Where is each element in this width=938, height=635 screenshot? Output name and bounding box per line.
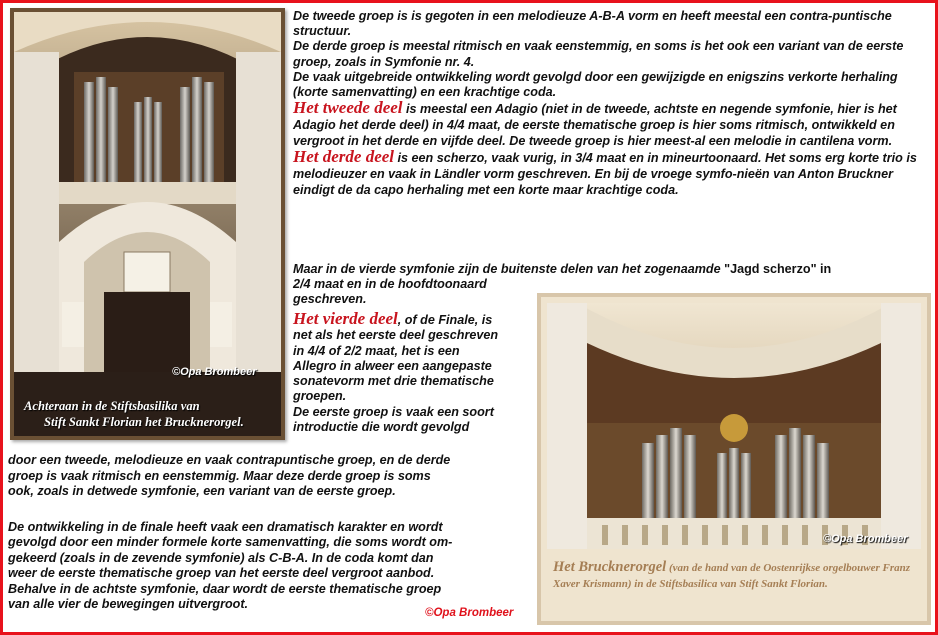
jagd-line-2: 2/4 maat en in de hoofdtoonaard	[293, 277, 487, 292]
final-line-3: gekeerd (zoals in de zevende symfonie) als C-B-A. In de coda komt dan	[8, 550, 434, 565]
heading-tweede-deel: Het tweede deel	[293, 98, 403, 118]
vierde-line-1	[293, 311, 533, 328]
watermark-photo2: ©Opa Brombeer	[823, 533, 908, 545]
text-intro	[293, 9, 933, 198]
caption-photo2-title: Het Brucknerorgel	[553, 559, 667, 575]
vierde-text-1: , of de Finale, is	[397, 313, 493, 327]
caption-photo1	[24, 398, 274, 430]
final-line-1: De ontwikkeling in de finale heeft vaak een dramatisch karakter en wordt	[8, 520, 443, 534]
photo-brucknerorgel	[537, 293, 931, 625]
caption-photo1-line1: Achteraan in de Stiftsbasilika van	[24, 399, 200, 413]
vierde-line-2: net als het eerste deel geschreven	[293, 328, 499, 343]
caption-photo2-text: (van de hand van de Oostenrijkse orgelbouwer Franz Xaver Krismann) in de Stiftsbasilica van Stift Sankt Florian.	[553, 562, 911, 590]
eerste-line-2: introductie die wordt gevolgd	[293, 420, 470, 435]
section-derde-deel	[293, 149, 933, 198]
final-line-2: gevolgd door een minder formele korte samenvatting, die soms wordt om-	[8, 535, 453, 550]
credit-text: ©Opa Brombeer	[425, 607, 514, 619]
text-finale	[8, 520, 533, 612]
vierde-line-3: in 4/4 of 2/2 maat, het is een	[293, 343, 460, 358]
paragraph-derde-groep: De derde groep is meestal ritmisch en vaak eenstemmig, en soms is het ook een variant van de eerste groep, zoals in Symfonie nr. 4.	[293, 39, 904, 69]
final-line-4: weer de eerste thematische groep van het eerste deel vergroot aanbod.	[8, 566, 435, 581]
vierde-line-4: Allegro in alweer een aangepaste	[293, 358, 492, 373]
paragraph-ontwikkeling: De vaak uitgebreide ontwikkeling wordt gevolgd door een gewijzigde en enigszins verkorte herhaling (korte samenvatting) en een krachtige coda.	[293, 69, 898, 100]
caption-photo1-line2: Stift Sankt Florian het Brucknerorgel.	[44, 415, 244, 429]
organ-illustration-2	[547, 303, 921, 549]
eerste-line-3: door een tweede, melodieuze en vaak contrapuntische groep, en de derde	[8, 453, 451, 467]
final-line-5: Behalve in de achtste symfonie, daar wordt de eerste thematische groep	[8, 581, 442, 596]
text-derde-deel: is een scherzo, vaak vurig, in 3/4 maat en in mineurtoonaard. Het soms erg korte trio is melodieuzer en vaak in Ländler vorm geschreven. En bij de vroege symfo-nieën van Anton Bruckner eindigt de da capo herhaling met een korte maar krachtige coda.	[293, 151, 917, 198]
text-eerste-groep	[8, 453, 533, 500]
photo-basilica-interior	[10, 8, 285, 440]
section-tweede-deel	[293, 100, 933, 149]
text-vierde-deel	[293, 311, 533, 435]
caption-photo2	[553, 559, 923, 592]
jagd-text-b: "Jagd scherzo" in	[724, 262, 832, 276]
eerste-line-4: groep is vaak ritmisch en eenstemmig. Maar deze derde groep is soms	[8, 468, 431, 483]
jagd-line-3: geschreven.	[293, 292, 367, 307]
heading-derde-deel: Het derde deel	[293, 147, 395, 167]
jagd-text-a: Maar in de vierde symfonie zijn de buitenste delen van het zogenaamde	[293, 262, 721, 276]
heading-vierde-deel: Het vierde deel	[293, 309, 398, 328]
vierde-line-6: groepen.	[293, 389, 347, 404]
watermark-photo1: ©Opa Brombeer	[172, 366, 257, 378]
final-line-6: van alle vier de bewegingen uitvergroot.	[8, 597, 249, 612]
vierde-line-5: sonatevorm met drie thematische	[293, 374, 494, 389]
paragraph-tweede-groep: De tweede groep is is gegoten in een melodieuze A-B-A vorm en heeft meestal een contra-puntische structuur.	[293, 9, 892, 39]
text-tweede-deel: is meestal een Adagio (niet in de tweede, achtste en negende symfonie, hier is het Adagio het derde deel) in 4/4 maat, de eerste thematische groep is hier soms ritmisch, ontwikkeld en vergroot in het derde en vijfde deel. De tweede groep is hier meest-al een melodie in cantilena vorm.	[293, 102, 897, 149]
eerste-line-1: De eerste groep is vaak een soort	[293, 404, 494, 419]
jagd-line-1	[293, 262, 933, 277]
photo-brucknerorgel-image	[547, 303, 921, 549]
eerste-line-5: ook, zoals in detwede symfonie, een variant van de eerste groep.	[8, 484, 396, 498]
